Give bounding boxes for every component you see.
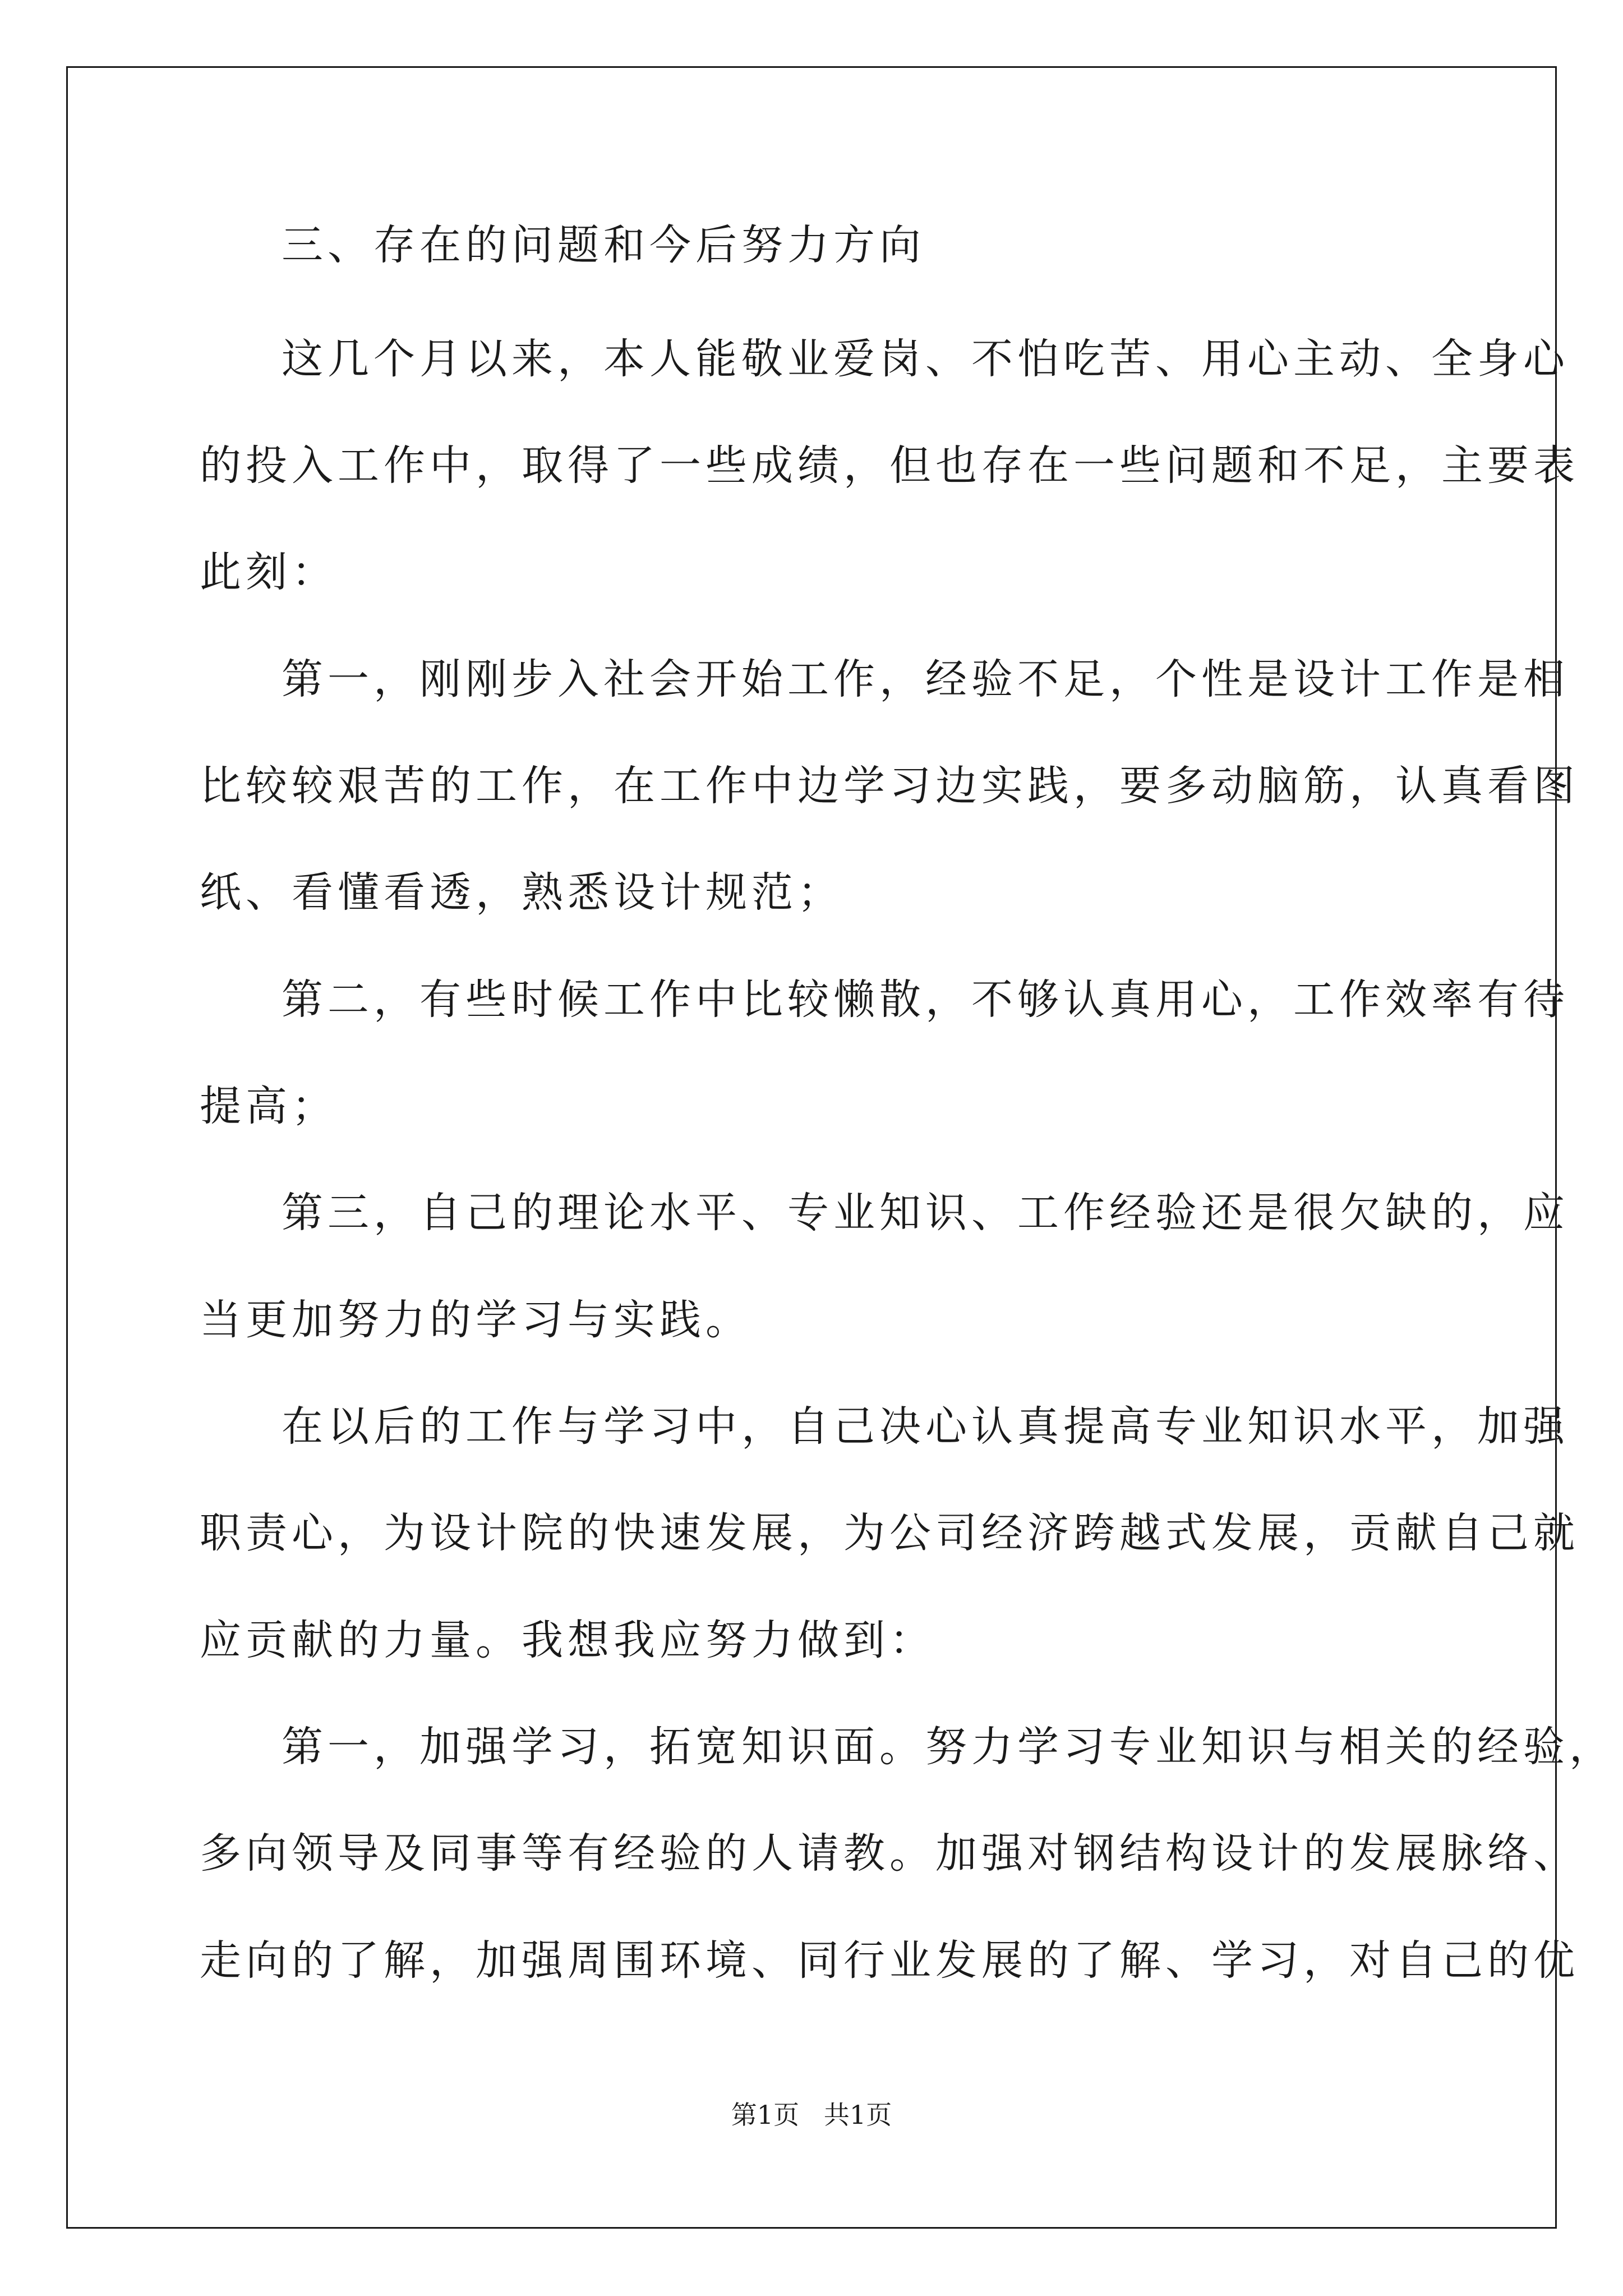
text-line: 第三，自己的理论水平、专业知识、工作经验还是很欠缺的，应 xyxy=(282,1189,1569,1237)
text-line: 多向领导及同事等有经验的人请教。加强对钢结构设计的发展脉络、 xyxy=(200,1829,1579,1878)
text-line: 提高； xyxy=(200,1082,338,1130)
text-line: 的投入工作中，取得了一些成绩，但也存在一些问题和不足，主要表 xyxy=(200,441,1579,490)
section-heading: 三、存在的问题和今后努力方向 xyxy=(282,221,925,269)
text-line: 走向的了解，加强周围环境、同行业发展的了解、学习，对自己的优 xyxy=(200,1936,1579,1985)
text-line: 职责心，为设计院的快速发展，为公司经济跨越式发展，贡献自己就 xyxy=(200,1509,1579,1557)
text-line: 在以后的工作与学习中，自己决心认真提高专业知识水平，加强 xyxy=(282,1402,1569,1451)
text-line: 比较较艰苦的工作，在工作中边学习边实践，要多动脑筋，认真看图 xyxy=(200,762,1579,810)
text-line: 这几个月以来，本人能敬业爱岗、不怕吃苦、用心主动、全身心 xyxy=(282,335,1569,383)
page-border xyxy=(66,66,1557,2229)
text-line: 当更加努力的学习与实践。 xyxy=(200,1296,751,1344)
text-line: 应贡献的力量。我想我应努力做到： xyxy=(200,1616,935,1664)
text-line: 第二，有些时候工作中比较懒散，不够认真用心，工作效率有待 xyxy=(282,976,1569,1024)
text-line: 第一，加强学习，拓宽知识面。努力学习专业知识与相关的经验， xyxy=(282,1723,1615,1771)
page-footer: 第1页 共1页 xyxy=(731,2100,892,2130)
text-line: 第一，刚刚步入社会开始工作，经验不足，个性是设计工作是相 xyxy=(282,655,1569,703)
text-line: 纸、看懂看透，熟悉设计规范； xyxy=(200,868,843,917)
text-line: 此刻： xyxy=(200,548,338,596)
